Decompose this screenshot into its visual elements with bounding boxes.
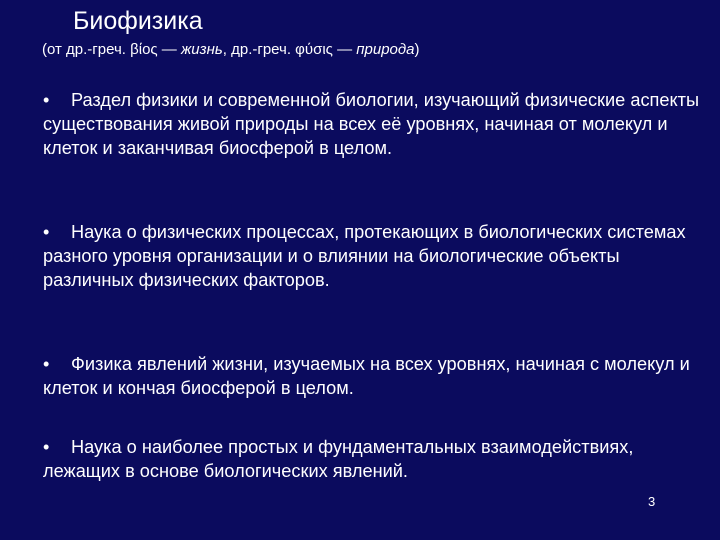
page-number: 3 <box>648 494 656 509</box>
bullet-marker: • <box>43 222 50 242</box>
bullet-text: Наука о физических процессах, протекающих в биологических системах разного уровня организации и о влиянии на биологические объекты различных физических факторов. <box>43 222 686 291</box>
subtitle-suffix: ) <box>414 41 420 58</box>
bullet-item <box>43 220 703 293</box>
bullet-text: Наука о наиболее простых и фундаментальных взаимодействиях, лежащих в основе биологических явлений. <box>43 437 634 482</box>
bullet-item <box>43 435 703 483</box>
bullet-marker: • <box>43 354 50 374</box>
bullet-marker: • <box>43 90 50 110</box>
bullet-text: Раздел физики и современной биологии, изучающий физические аспекты существования живой природы на всех её уровнях, начиная от молекул и клеток и заканчивая биосферой в целом. <box>43 90 700 159</box>
subtitle-middle: , др.-греч. φύσις — <box>222 41 357 58</box>
bullet-text: Физика явлений жизни, изучаемых на всех уровнях, начиная с молекул и клеток и кончая биосферой в целом. <box>43 354 690 399</box>
subtitle-prefix: (от др.-греч. βίος — <box>42 41 181 58</box>
bullet-item <box>43 352 703 400</box>
bullet-item <box>43 88 703 161</box>
etymology-subtitle <box>42 40 420 60</box>
subtitle-life-word: жизнь <box>180 41 223 58</box>
slide-title: Биофизика <box>73 7 203 35</box>
subtitle-nature-word: природа <box>356 41 415 58</box>
bullet-marker: • <box>43 437 50 457</box>
